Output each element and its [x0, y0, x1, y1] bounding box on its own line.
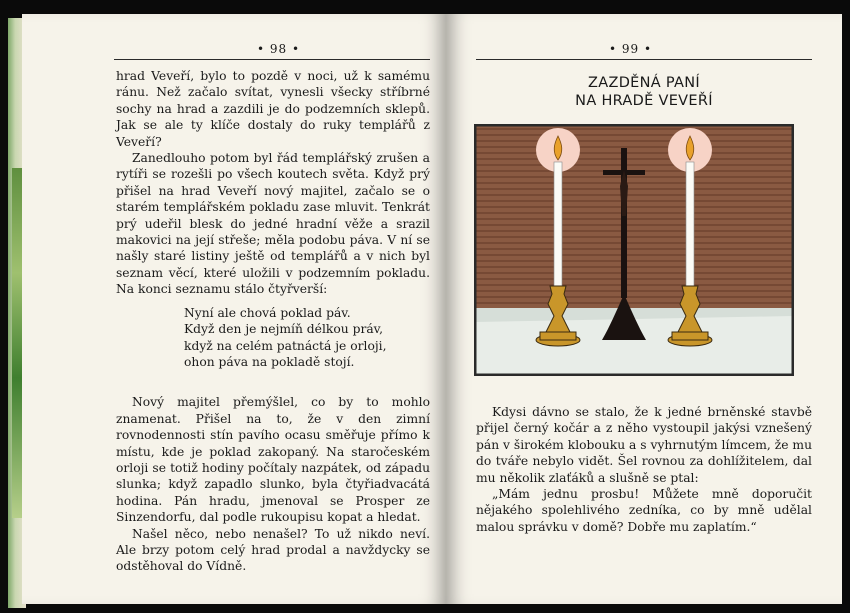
- wall: [476, 126, 792, 311]
- left-page-text: [116, 68, 430, 575]
- verse-line: ohon páva na pokladě stojí.: [184, 354, 355, 369]
- illustration-candles-crucifix: [474, 124, 794, 376]
- right-page: [446, 14, 842, 604]
- right-page-text: [476, 404, 812, 535]
- verse-line: Když den je nejmíň délkou práv,: [184, 322, 384, 337]
- chapter-title-line: NA HRADĚ VEVEŘÍ: [575, 93, 713, 109]
- paragraph: „Mám jednu prosbu! Můžete mně doporučit nějakého spolehlivého zedníka, co by mně udělal malou správku v domě? Dobře mu zaplatím.“: [476, 487, 812, 534]
- paragraph: hrad Veveří, bylo to pozdě v noci, už k samému ránu. Než začalo svítat, vynesli všecky stříbrné sochy na hrad a zazdili je do podzemních sklepů. Jak se ale ty klíče dostaly do ruky templářů z Veveří?: [116, 69, 430, 149]
- chapter-title: [476, 74, 812, 110]
- chapter-title-line: ZAZDĚNÁ PANÍ: [588, 75, 700, 91]
- paragraph: Našel něco, nebo nenašel? To už nikdo neví. Ale brzy potom celý hrad prodal a navždycky se odstěhoval do Vídně.: [116, 526, 430, 574]
- left-page: [22, 14, 446, 604]
- paragraph: Kdysi dávno se stalo, že k jedné brněnské stavbě přijel černý kočár a z něho vystoupil jakýsi vznešený pán v širokém klobouku a s vyhrnutým límcem, že mu do tváře nebylo vidět. Šel rovnou za dohlížitelem, dal mu několik zlaťáků a slušně se ptal:: [476, 405, 812, 485]
- paragraph: Zanedlouho potom byl řád templářský zrušen a rytíři se rozešli po všech koutech světa. Když prý přišel na hrad Veveří nový majitel, začalo se o starém templářském pokladu zase mluvit. Tenkrát prý udeřil blesk do jedné hradní věže a srazil makovici na její střeše; měla podobu páva. V ní se našly staré listiny ještě od templářů a v nich byl seznam věcí, které uložili v podzemním pokladu. Na konci seznamu stálo čtyřverší:: [116, 151, 430, 297]
- verse: [184, 305, 430, 371]
- candle: [554, 162, 562, 286]
- right-header-rule: [476, 59, 812, 60]
- paragraph: Nový majitel přemýšlel, co by to mohlo znamenat. Přišel na to, že v den zimní rovnodennosti stín pavího ocasu směřuje přímo k místu, kde je poklad zakopaný. Na staročeském orloji se totiž hodiny počítaly nazpátek, od západu slunka; když zapadlo slunko, byla čtyřiadvacátá hodina. Pán hradu, jmenoval se Prosper ze Sinzendorfu, dal podle rukoupisu kopat a hledat.: [116, 395, 430, 525]
- verse-line: když na celém patnáctá je orloji,: [184, 338, 387, 353]
- right-page-number: • 99 •: [609, 42, 653, 56]
- verse-line: Nyní ale chová poklad páv.: [184, 305, 351, 320]
- left-header-rule: [114, 59, 430, 60]
- left-page-number: • 98 •: [257, 42, 301, 56]
- candle: [686, 162, 694, 286]
